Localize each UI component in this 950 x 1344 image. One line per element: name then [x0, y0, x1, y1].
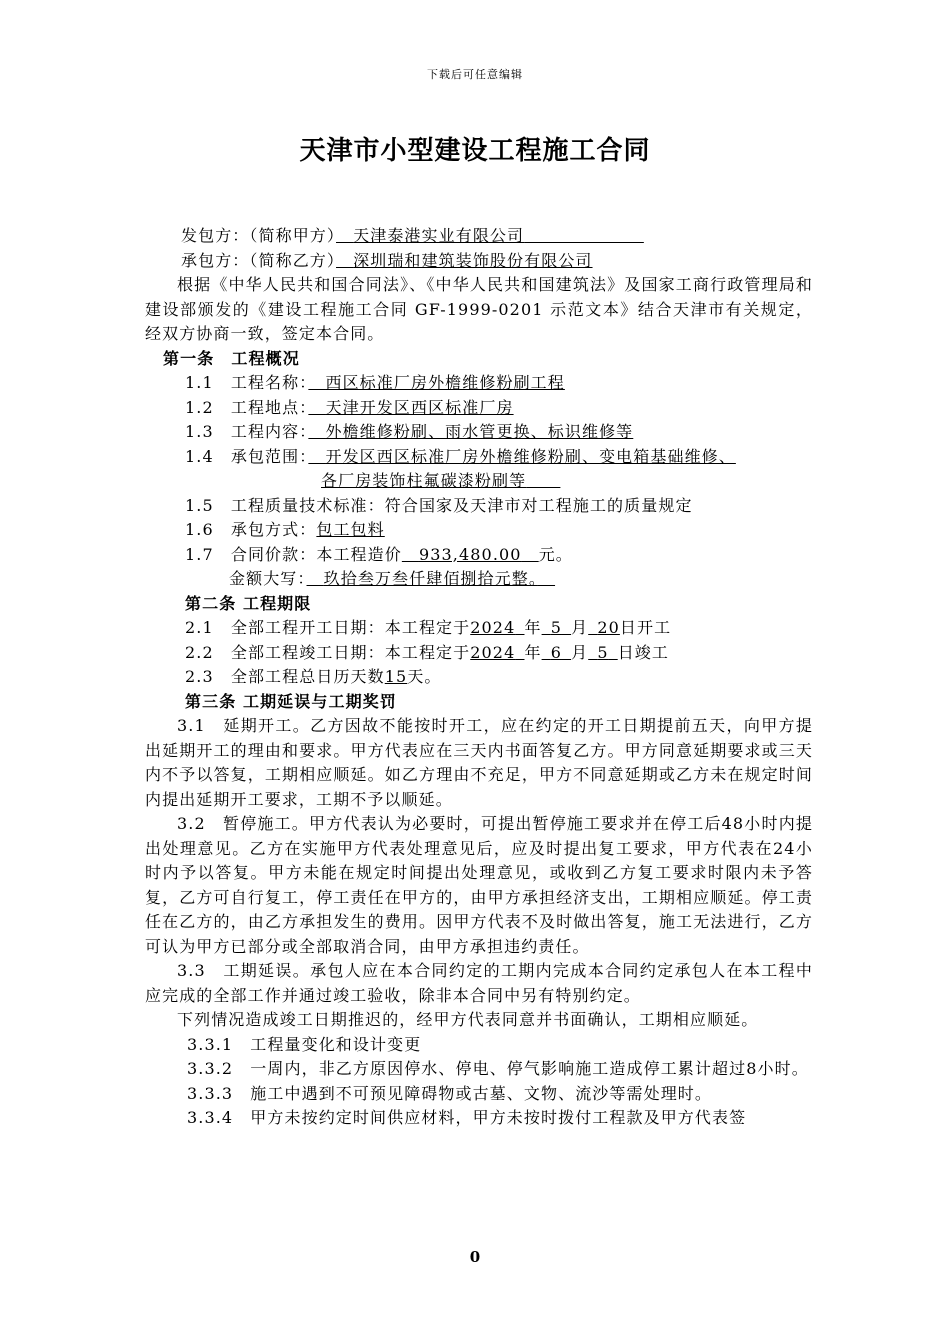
page-number: 0: [469, 1248, 481, 1266]
party-a-label: 发包方：（简称甲方）: [181, 226, 337, 245]
article1-heading: 第一条 工程概况: [163, 348, 300, 368]
total-days-suffix: 天。: [407, 667, 442, 686]
end-date-line: [145, 641, 813, 666]
end-month: 6: [550, 642, 562, 662]
end-year-unit: 年: [524, 642, 542, 662]
project-name-label: 1.1 工程名称：: [185, 373, 309, 392]
start-date-label: 2.1 全部工程开工日期：本工程定于: [185, 618, 471, 637]
start-year: 2024: [470, 618, 516, 637]
intro-paragraph: 根据《中华人民共和国合同法》、《中华人民共和国建筑法》及国家工商行政管理局和建设部颁发的《建设工程施工合同 GF-1999-0201 示范文本》结合天津市有关规定，经双方协商一致，签定本合同。: [145, 275, 813, 343]
amount-words-line: [145, 567, 813, 592]
project-content-line: [145, 420, 813, 445]
contract-method-value: 包工包料: [316, 520, 385, 539]
clause-3-3-1: 3.3.1 工程量变化和设计变更: [187, 1034, 422, 1054]
project-content-value: 外檐维修粉刷、雨水管更换、标识维修等: [325, 422, 634, 441]
document-title: 天津市小型建设工程施工合同: [299, 136, 651, 166]
end-day: 5: [597, 642, 609, 662]
article2-heading: 第二条 工程期限: [185, 593, 312, 613]
clause-3-3-3: 3.3.3 施工中遇到不可预见障碍物或古墓、文物、流沙等需处理时。: [187, 1083, 713, 1103]
total-days-value: 15: [384, 667, 408, 686]
party-b-label: 承包方：（简称乙方）: [181, 250, 337, 270]
project-location-label: 1.2 工程地点：: [185, 397, 309, 417]
start-date-suffix: 日开工: [619, 618, 672, 637]
header-note: 下载后可任意编辑: [427, 68, 523, 81]
contract-price-label: 1.7 合同价款：本工程造价: [185, 544, 402, 564]
party-a-line: [145, 224, 813, 249]
end-date-label: 2.2 全部工程竣工日期：本工程定于: [185, 642, 471, 662]
clause-3-3-2: 3.3.2 一周内，非乙方原因停水、停电、停气影响施工造成停工累计超过8小时。: [187, 1059, 809, 1078]
amount-words-value: 玖拾叁万叁仟肆佰捌拾元整。: [323, 569, 538, 588]
project-content-label: 1.3 工程内容：: [185, 422, 309, 441]
start-month-unit: 月: [571, 618, 589, 637]
contract-body: [145, 224, 813, 1131]
clause-3-2: 3.2 暂停施工。甲方代表认为必要时，可提出暂停施工要求并在停工后48小时内提出处理意见。乙方在实施甲方代表处理意见后，应及时提出复工要求，甲方代表在24小时内予以答复。甲方未能在规定时间提出处理意见，或收到乙方复工要求时限内未予答复，乙方可自行复工，停工责任在甲方的，由甲方承担经济支出，工期相应顺延。停工责任在乙方的，由乙方承担发生的费用。因甲方代表不及时做出答复，施工无法进行，乙方可认为甲方已部分或全部取消合同，由甲方承担违约责任。: [145, 814, 813, 956]
start-year-unit: 年: [524, 618, 542, 637]
total-days-label: 2.3 全部工程总日历天数: [185, 667, 385, 686]
end-year: 2024: [470, 642, 516, 662]
project-scope-value-1: 开发区西区标准厂房外檐维修粉刷、变电箱基础维修、: [325, 446, 736, 466]
total-days-line: [145, 665, 813, 690]
party-b-value: 深圳瑞和建筑装饰股份有限公司: [353, 250, 593, 270]
contract-price-line: [145, 543, 813, 568]
amount-words-label: 金额大写：: [229, 569, 307, 588]
project-location-value: 天津开发区西区标准厂房: [325, 397, 514, 417]
project-name-line: [145, 371, 813, 396]
clause-3-3-intro: 下列情况造成竣工日期推迟的，经甲方代表同意并书面确认，工期相应顺延。: [177, 1010, 759, 1029]
quality-standard: 1.5 工程质量技术标准：符合国家及天津市对工程施工的质量规定: [185, 495, 693, 515]
clause-3-3-4: 3.3.4 甲方未按约定时间供应材料，甲方未按时拨付工程款及甲方代表签: [187, 1108, 747, 1127]
party-b-line: [145, 249, 813, 274]
contract-price-value: 933,480.00: [418, 544, 522, 564]
project-scope-line-2: [145, 469, 813, 494]
start-day: 20: [597, 618, 620, 637]
party-a-value: 天津泰港实业有限公司: [353, 226, 525, 245]
clause-3-3: 3.3 工期延误。承包人应在本合同约定的工期内完成本合同约定承包人在本工程中应完成的全部工作并通过竣工验收，除非本合同中另有特别约定。: [145, 961, 813, 1005]
contract-method-line: [145, 518, 813, 543]
contract-method-label: 1.6 承包方式：: [185, 520, 317, 539]
project-scope-label: 1.4 承包范围：: [185, 446, 309, 466]
start-month: 5: [550, 618, 562, 637]
project-location-line: [145, 396, 813, 421]
clause-3-1: 3.1 延期开工。乙方因故不能按时开工，应在约定的开工日期提前五天，向甲方提出延期开工的理由和要求。甲方代表应在三天内书面答复乙方。甲方同意延期要求或三天内不予以答复，工期相应顺延。如乙方理由不充足，甲方不同意延期或乙方未在规定时间内提出延期开工要求，工期不予以顺延。: [145, 716, 813, 809]
start-date-line: [145, 616, 813, 641]
article3-heading: 第三条 工期延误与工期奖罚: [185, 691, 397, 711]
contract-price-unit: 元。: [538, 544, 573, 564]
end-date-suffix: 日竣工: [617, 642, 670, 662]
project-scope-line: [145, 445, 813, 470]
project-name-value: 西区标准厂房外檐维修粉刷工程: [325, 373, 565, 392]
end-month-unit: 月: [571, 642, 589, 662]
project-scope-value-2: 各厂房装饰柱氟碳漆粉刷等: [321, 471, 527, 490]
